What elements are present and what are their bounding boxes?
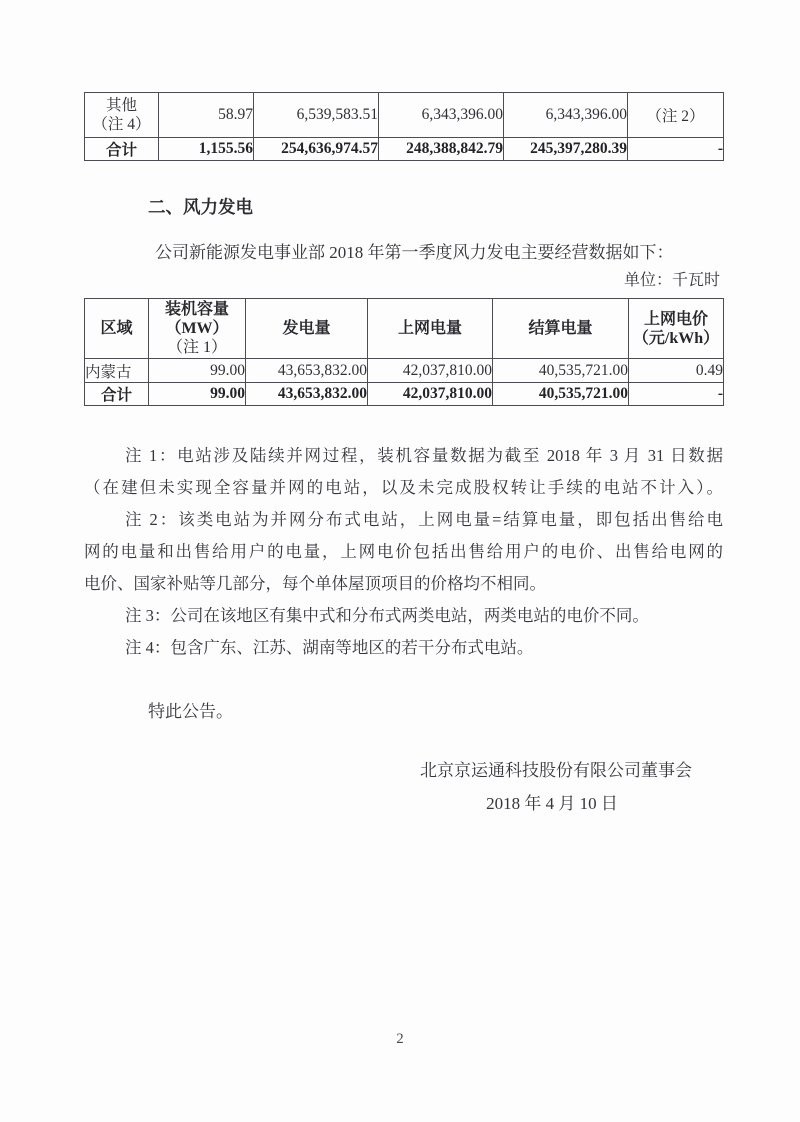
note-4-line-1: 注 4：包含广东、江苏、湖南等地区的若干分布式电站。	[125, 638, 534, 657]
cell-region: 合计	[85, 138, 159, 161]
table-row-total	[85, 383, 724, 406]
cell-price: -	[629, 383, 724, 406]
cell-capacity: 99.00	[149, 359, 246, 383]
header-capacity	[149, 299, 246, 359]
cell-generation: 43,653,832.00	[246, 383, 368, 406]
header-capacity-note: （注 1）	[166, 339, 227, 356]
cell-settlement-volume: 40,535,721.00	[493, 359, 629, 383]
cell-grid-volume: 248,388,842.79	[379, 138, 504, 161]
header-generation: 发电量	[246, 299, 368, 359]
cell-generation: 43,653,832.00	[246, 359, 368, 383]
table-header-row	[85, 299, 724, 359]
note-1-line-1: 注 1：电站涉及陆续并网过程，装机容量数据为截至 2018 年 3 月 31 日数据	[125, 446, 723, 465]
table-row-other	[85, 93, 724, 138]
table-row-total	[85, 138, 724, 161]
note-1-line-2: （在建但未实现全容量并网的电站，以及未完成股权转让手续的电站不计入）。	[84, 478, 723, 497]
cell-grid-volume: 42,037,810.00	[368, 383, 493, 406]
section-heading-wind-power: 二、风力发电	[148, 197, 253, 217]
header-settlement-volume: 结算电量	[493, 299, 629, 359]
header-price-line2: （元/kWh）	[632, 329, 720, 347]
cell-region: 内蒙古	[85, 359, 149, 383]
notes-block	[84, 440, 723, 664]
intro-paragraph: 公司新能源发电事业部 2018 年第一季度风力发电主要经营数据如下：	[155, 243, 674, 262]
header-price-line1: 上网电价	[643, 310, 708, 328]
note-2-line-1: 注 2：该类电站为并网分布式电站，上网电量=结算电量，即包括出售给电	[125, 510, 723, 529]
cell-generation: 6,539,583.51	[254, 93, 379, 138]
table-row-inner-mongolia	[85, 359, 724, 383]
cell-grid-volume: 6,343,396.00	[379, 93, 504, 138]
signature-date: 2018 年 4 月 10 日	[486, 794, 618, 813]
cell-capacity: 1,155.56	[159, 138, 254, 161]
cell-generation: 254,636,974.57	[254, 138, 379, 161]
header-capacity-line2: （MW）	[165, 320, 229, 337]
signature-company: 北京京运通科技股份有限公司董事会	[420, 761, 692, 780]
cell-region: 合计	[85, 383, 149, 406]
cell-settlement-volume: 6,343,396.00	[504, 93, 628, 138]
cell-capacity: 58.97	[159, 93, 254, 138]
cell-region	[85, 93, 159, 138]
unit-label: 单位：千瓦时	[623, 272, 720, 289]
closing-announcement: 特此公告。	[148, 702, 233, 721]
region-label-line1: 其他	[105, 97, 137, 114]
cell-price: 0.49	[629, 359, 724, 383]
wind-data-table	[84, 298, 724, 406]
cell-price: -	[628, 138, 724, 161]
cell-grid-volume: 42,037,810.00	[368, 359, 493, 383]
cell-settlement-volume: 245,397,280.39	[504, 138, 628, 161]
header-grid-volume: 上网电量	[368, 299, 493, 359]
note-2-line-2: 网的电量和出售给用户的电量，上网电价包括出售给用户的电价、出售给电网的	[84, 542, 723, 561]
note-3-line-1: 注 3：公司在该地区有集中式和分布式两类电站，两类电站的电价不同。	[125, 606, 649, 625]
cell-capacity: 99.00	[149, 383, 246, 406]
pv-data-table-continued	[84, 92, 724, 161]
cell-price-note: （注 2）	[628, 93, 724, 138]
region-label-line2: （注 4）	[92, 116, 151, 133]
header-region: 区域	[85, 299, 149, 359]
page-number: 2	[396, 1031, 404, 1047]
signature-block	[420, 754, 692, 820]
cell-settlement-volume: 40,535,721.00	[493, 383, 629, 406]
header-capacity-line1: 装机容量	[164, 301, 229, 318]
header-price	[629, 299, 724, 359]
note-2-line-3: 电价、国家补贴等几部分，每个单体屋顶项目的价格均不相同。	[84, 574, 546, 593]
